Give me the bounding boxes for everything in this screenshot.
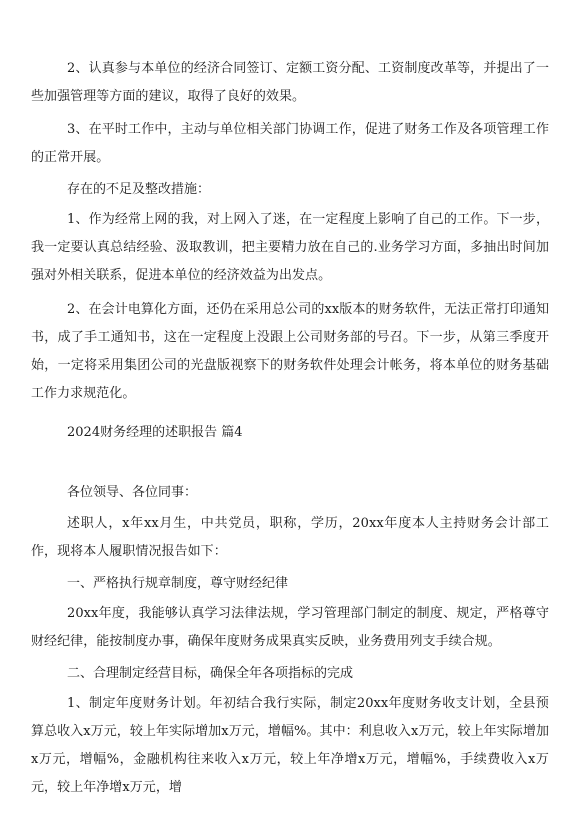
paragraph-contract-participation: 2、认真参与本单位的经济合同签订、定额工资分配、工资制度改革等，并提出了一些加强管理等方面的建议，取得了良好的效果。 [31,61,549,104]
heading-regulations: 一、严格执行规章制度，尊守财经纪律 [67,576,289,591]
paragraph-department-coordination: 3、在平时工作中，主动与单位相关部门协调工作，促进了财务工作及各项管理工作的正常开展。 [31,122,549,165]
paragraph-financial-plan: 1、制定年度财务计划。年初结合我行实际，制定20xx年度财务收支计划，全县预算总收入x万元，较上年实际增加x万元，增幅%。其中：利息收入x万元，较上年实际增加x万元，增幅%，金融机构往来收入x万元，较上年净增x万元，增幅%，手续费收入x万元，较上年净增x万元，增 [31,696,549,795]
paragraph-internet-issue: 1、作为经常上网的我，对上网入了迷，在一定程度上影响了自己的工作。下一步，我一定要认真总结经验、汲取教训，把主要精力放在自己的.业务学习方面，多抽出时间加强对外相关联系，促进本单位的经济效益为出发点。 [31,212,549,283]
heading-business-targets: 二、合理制定经营目标，确保全年各项指标的完成 [67,666,354,681]
greeting: 各位领导、各位同事： [67,485,198,500]
heading-shortcomings: 存在的不足及整改措施： [67,182,211,197]
section-title: 2024财务经理的述职报告 篇4 [67,425,243,440]
paragraph-introduction: 述职人，x年xx月生，中共党员，职称，学历，20xx年度本人主持财务会计部工作，现将本人履职情况报告如下： [31,516,549,559]
paragraph-regulations: 20xx年度，我能够认真学习法律法规，学习管理部门制定的制度、规定，严格尊守财经纪律，能按制度办事，确保年度财务成果真实反映，业务费用列支手续合规。 [31,606,549,649]
paragraph-accounting-software: 2、在会计电算化方面，还仍在采用总公司的xx版本的财务软件，无法正常打印通知书，成了手工通知书，这在一定程度上没跟上公司财务部的号召。下一步，从第三季度开始，一定将采用集团公司的光盘版视察下的财务软件处理会计帐务，将本单位的财务基础工作力求规范化。 [31,302,549,401]
